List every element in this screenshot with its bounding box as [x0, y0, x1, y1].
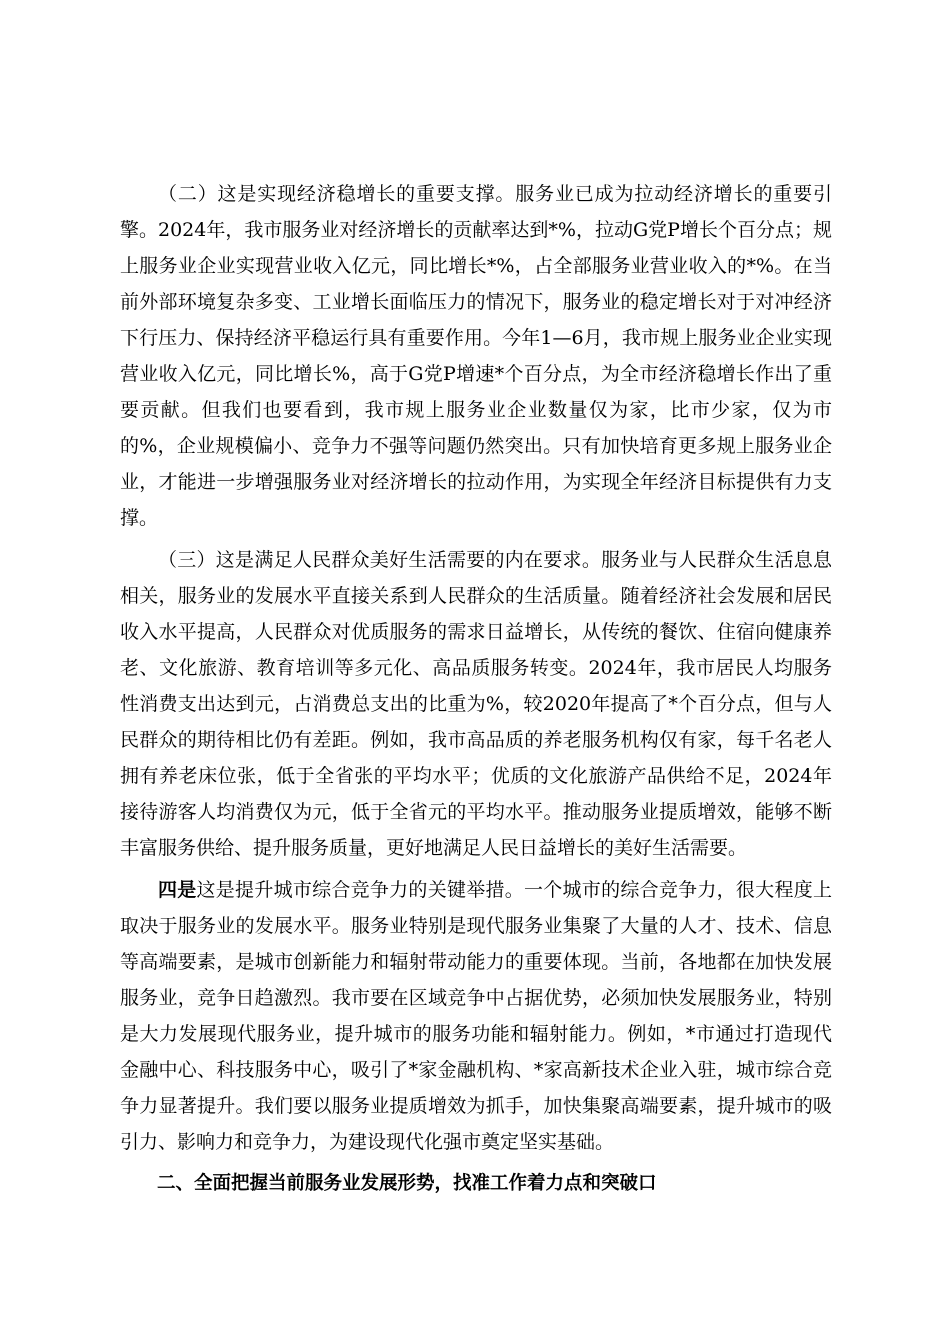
- paragraph-four-text: 这是提升城市综合竞争力的关键举措。一个城市的综合竞争力，很大程度上取决于服务业的发展水平。服务业特别是现代服务业集聚了大量的人才、技术、信息等高端要素，是城市创新能力和辐射带动能力的重要体现。当前，各地都在加快发展服务业，竞争日趋激烈。我市要在区域竞争中占据优势，必须加快发展服务业，特别是大力发展现代服务业，提升城市的服务功能和辐射能力。例如，*市通过打造现代金融中心、科技服务中心，吸引了*家金融机构、*家高新技术企业入驻，城市综合竞争力显著提升。我们要以服务业提质增效为抓手，加快集聚高端要素，提升城市的吸引力、影响力和竞争力，为建设现代化强市奠定坚实基础。: [120, 879, 832, 1153]
- document-body: [120, 176, 832, 1202]
- paragraph-four-lead: 四是: [158, 879, 197, 901]
- section-heading: 二、全面把握当前服务业发展形势，找准工作着力点和突破口: [157, 1173, 657, 1194]
- paragraph-three: [120, 542, 832, 866]
- paragraph-three-text: （三）这是满足人民群众美好生活需要的内在要求。服务业与人民群众生活息息相关，服务业的发展水平直接关系到人民群众的生活质量。随着经济社会发展和居民收入水平提高，人民群众对优质服务的需求日益增长，从传统的餐饮、住宿向健康养老、文化旅游、教育培训等多元化、高品质服务转变。2024年，我市居民人均服务性消费支出达到元，占消费总支出的比重为%，较2020年提高了*个百分点，但与人民群众的期待相比仍有差距。例如，我市高品质的养老服务机构仅有家，每千名老人拥有养老床位张，低于全省张的平均水平；优质的文化旅游产品供给不足，2024年接待游客人均消费仅为元，低于全省元的平均水平。推动服务业提质增效，能够不断丰富服务供给、提升服务质量，更好地满足人民日益增长的美好生活需要。: [120, 549, 832, 859]
- paragraph-four: [120, 872, 832, 1160]
- paragraph-two: [120, 176, 832, 536]
- paragraph-two-text: （二）这是实现经济稳增长的重要支撑。服务业已成为拉动经济增长的重要引擎。2024年，我市服务业对经济增长的贡献率达到*%，拉动G党P增长个百分点；规上服务业企业实现营业收入亿元，同比增长*%，占全部服务业营业收入的*%。在当前外部环境复杂多变、工业增长面临压力的情况下，服务业的稳定增长对于对冲经济下行压力、保持经济平稳运行具有重要作用。今年1—6月，我市规上服务业企业实现营业收入亿元，同比增长%，高于G党P增速*个百分点，为全市经济稳增长作出了重要贡献。但我们也要看到，我市规上服务业企业数量仅为家，比市少家，仅为市的%，企业规模偏小、竞争力不强等问题仍然突出。只有加快培育更多规上服务业企业，才能进一步增强服务业对经济增长的拉动作用，为实现全年经济目标提供有力支撑。: [120, 183, 832, 529]
